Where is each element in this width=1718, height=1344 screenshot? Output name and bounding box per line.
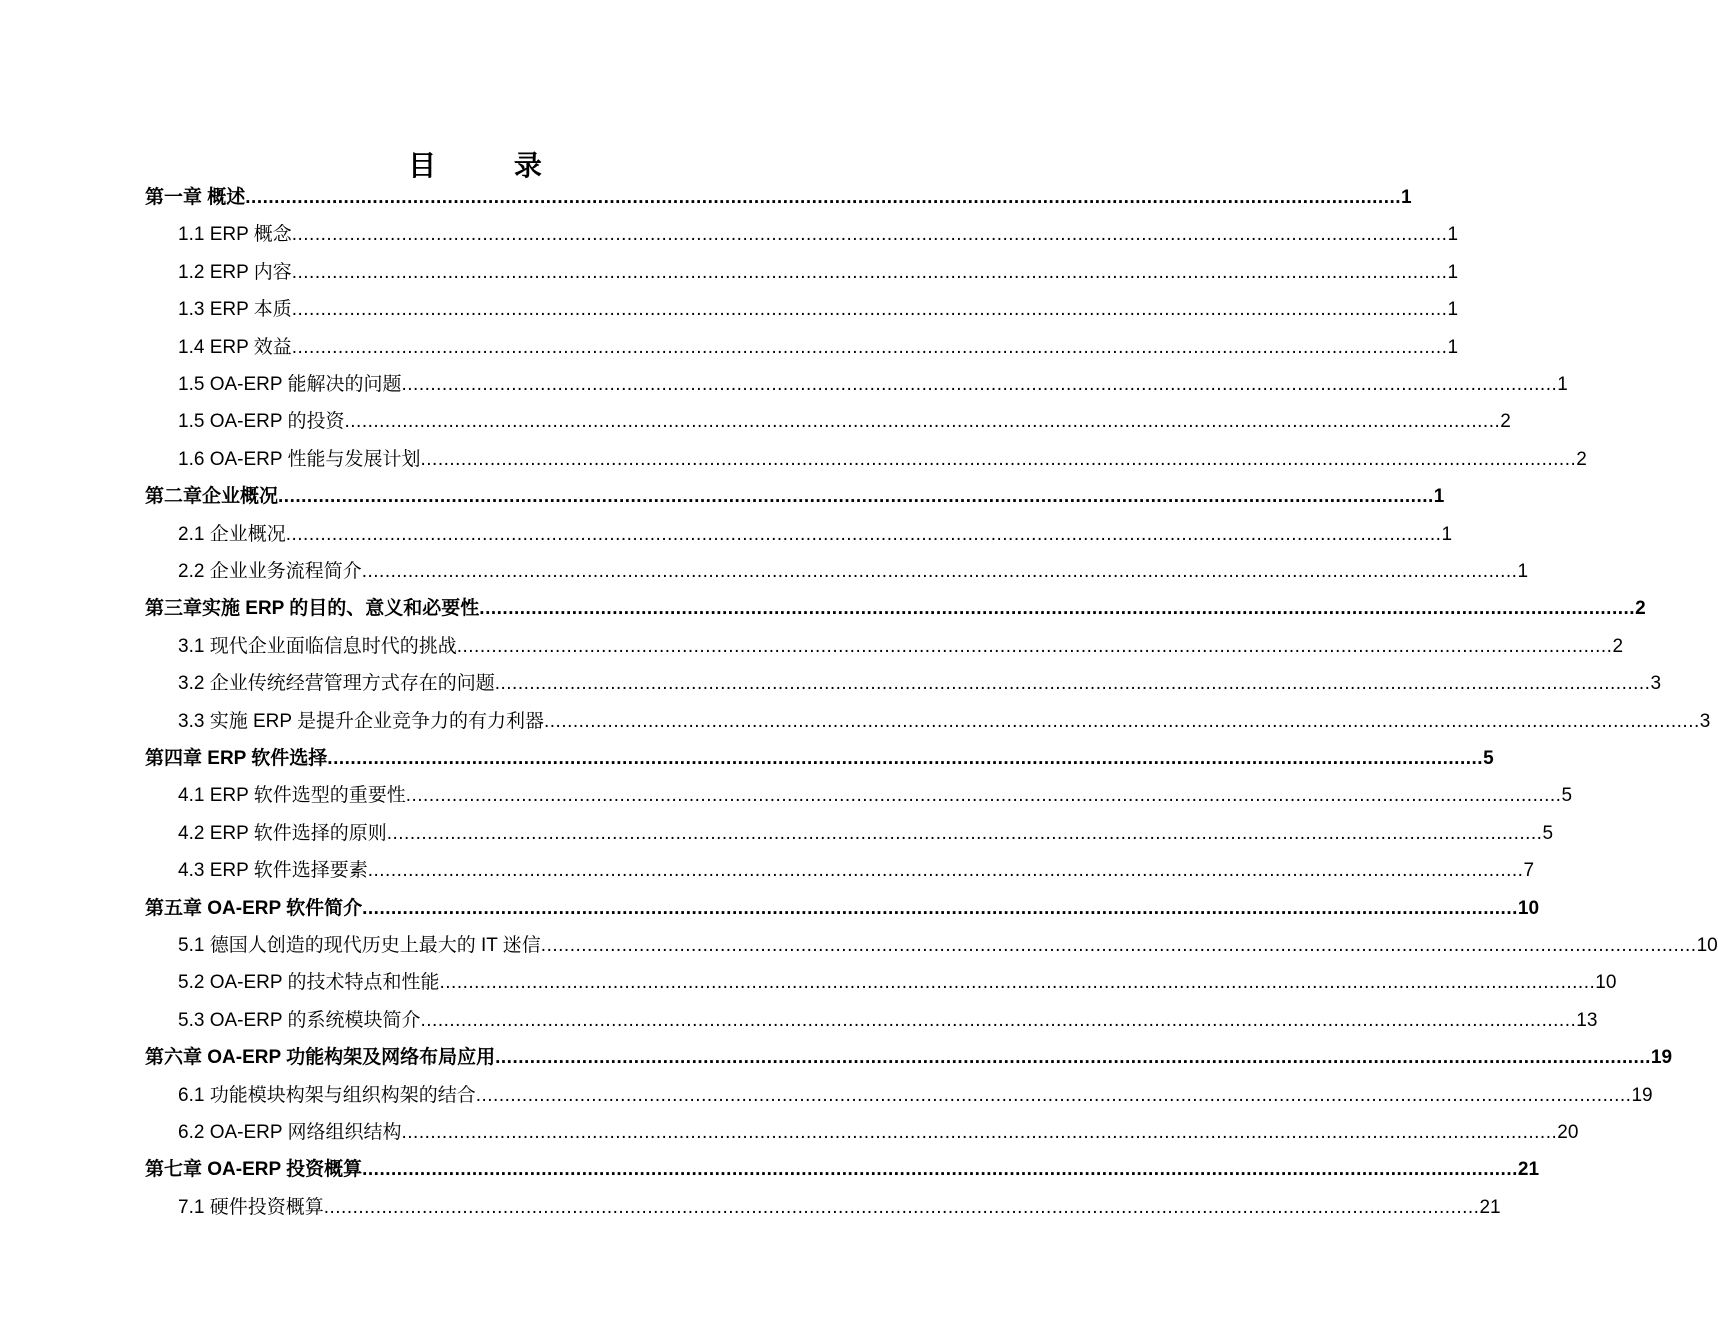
toc-dot-leader: ........................................................................................................................................................................................................ bbox=[494, 673, 1651, 695]
toc-entry-label: 1.5 OA-ERP 的投资 bbox=[178, 411, 345, 433]
toc-section-entry[interactable] bbox=[178, 554, 1529, 584]
toc-entry-label: 4.1 ERP 软件选型的重要性 bbox=[178, 785, 406, 807]
toc-dot-leader: ........................................................................................................................................................................................................ bbox=[291, 224, 1448, 246]
toc-entry-label: 第五章 OA-ERP 软件简介 bbox=[145, 897, 363, 919]
toc-entry-label: 5.3 OA-ERP 的系统模块简介 bbox=[178, 1009, 421, 1031]
toc-page-number: 2 bbox=[1612, 635, 1624, 657]
toc-section-entry[interactable] bbox=[178, 629, 1624, 659]
toc-dot-leader: ........................................................................................................................................................................................................ bbox=[344, 411, 1501, 433]
toc-dot-leader: ........................................................................................................................................................................................................ bbox=[361, 561, 1518, 582]
toc-entry-label: 4.3 ERP 软件选择要素 bbox=[178, 860, 368, 882]
toc-entry-label: 6.2 OA-ERP 网络组织结构 bbox=[178, 1122, 402, 1143]
toc-page-number: 10 bbox=[1696, 935, 1718, 956]
toc-page-number: 5 bbox=[1483, 748, 1494, 769]
toc-entry-label: 4.2 ERP 软件选择的原则 bbox=[178, 822, 387, 844]
toc-page-number: 1 bbox=[1557, 374, 1568, 395]
toc-page-number: 1 bbox=[1447, 224, 1459, 246]
toc-page-number: 21 bbox=[1517, 1159, 1540, 1181]
toc-entry-label: 第四章 ERP 软件选择 bbox=[145, 748, 328, 769]
toc-section-entry[interactable] bbox=[178, 816, 1554, 846]
toc-page-number: 20 bbox=[1557, 1122, 1579, 1143]
toc-entry-label: 第六章 OA-ERP 功能构架及网络布局应用 bbox=[145, 1047, 496, 1069]
toc-page-number: 19 bbox=[1650, 1047, 1673, 1069]
toc-entry-label: 1.2 ERP 内容 bbox=[178, 261, 292, 283]
toc-chapter-entry[interactable] bbox=[145, 891, 1540, 921]
toc-entry-label: 7.1 硬件投资概算 bbox=[178, 1196, 324, 1218]
toc-section-entry[interactable] bbox=[178, 255, 1459, 285]
toc-section-entry[interactable] bbox=[178, 853, 1535, 883]
toc-section-entry[interactable] bbox=[178, 330, 1459, 360]
toc-section-entry[interactable] bbox=[178, 517, 1453, 547]
toc-entry-label: 第二章企业概况 bbox=[145, 486, 279, 508]
toc-entry-label: 第一章 概述 bbox=[145, 187, 246, 208]
toc-entry-label: 1.5 OA-ERP 能解决的问题 bbox=[178, 374, 402, 395]
toc-section-entry[interactable] bbox=[178, 928, 1718, 958]
toc-entry-label: 1.6 OA-ERP 性能与发展计划 bbox=[178, 448, 421, 470]
toc-dot-leader: ........................................................................................................................................................................................................ bbox=[420, 448, 1577, 470]
toc-page-number: 1 bbox=[1447, 261, 1459, 283]
toc-page-number: 1 bbox=[1517, 561, 1529, 582]
toc-dot-leader: ........................................................................................................................................................................................................ bbox=[543, 710, 1700, 732]
toc-dot-leader: ........................................................................................................................................................................................................ bbox=[479, 598, 1636, 620]
toc-entry-label: 第三章实施 ERP 的目的、意义和必要性 bbox=[145, 598, 480, 620]
toc-page-number: 21 bbox=[1479, 1196, 1501, 1218]
toc-dot-leader: ........................................................................................................................................................................................................ bbox=[420, 1009, 1577, 1031]
toc-entry-label: 5.2 OA-ERP 的技术特点和性能 bbox=[178, 972, 440, 994]
toc-section-entry[interactable] bbox=[178, 704, 1711, 734]
toc-entry-label: 2.2 企业业务流程简介 bbox=[178, 561, 362, 582]
toc-page-number: 3 bbox=[1650, 673, 1662, 695]
toc-chapter-entry[interactable] bbox=[145, 1152, 1540, 1182]
toc-page-number: 2 bbox=[1576, 448, 1587, 470]
toc-section-entry[interactable] bbox=[178, 217, 1459, 247]
toc-page-number: 1 bbox=[1447, 336, 1459, 358]
toc-dot-leader: ........................................................................................................................................................................................................ bbox=[291, 299, 1448, 321]
toc-dot-leader: ........................................................................................................................................................................................................ bbox=[475, 1084, 1632, 1106]
toc-chapter-entry[interactable] bbox=[145, 1040, 1673, 1070]
toc-page-number: 2 bbox=[1500, 411, 1511, 433]
toc-dot-leader: ........................................................................................................................................................................................................ bbox=[367, 860, 1524, 882]
toc-page-number: 5 bbox=[1542, 822, 1554, 844]
toc-entry-label: 3.1 现代企业面临信息时代的挑战 bbox=[178, 635, 457, 657]
toc-dot-leader: ........................................................................................................................................................................................................ bbox=[291, 336, 1448, 358]
toc-section-entry[interactable] bbox=[178, 367, 1568, 397]
toc-page-number: 3 bbox=[1699, 710, 1711, 732]
toc-entry-label: 1.1 ERP 概念 bbox=[178, 224, 292, 246]
toc-entry-label: 3.2 企业传统经营管理方式存在的问题 bbox=[178, 673, 495, 695]
toc-dot-leader: ........................................................................................................................................................................................................ bbox=[362, 1159, 1518, 1181]
toc-chapter-entry[interactable] bbox=[145, 591, 1646, 621]
toc-page-number: 13 bbox=[1576, 1009, 1598, 1031]
toc-entry-label: 5.1 德国人创造的现代历史上最大的 IT 迷信 bbox=[178, 935, 541, 956]
toc-section-entry[interactable] bbox=[178, 965, 1617, 995]
toc-section-entry[interactable] bbox=[178, 666, 1662, 696]
toc-dot-leader: ........................................................................................................................................................................................................ bbox=[323, 1196, 1480, 1218]
toc-dot-leader: ........................................................................................................................................................................................................ bbox=[401, 374, 1558, 395]
toc-entry-label: 6.1 功能模块构架与组织构架的结合 bbox=[178, 1084, 476, 1106]
toc-section-entry[interactable] bbox=[178, 1115, 1579, 1145]
toc-section-entry[interactable] bbox=[178, 778, 1573, 808]
toc-section-entry[interactable] bbox=[178, 1003, 1598, 1033]
toc-dot-leader: ........................................................................................................................................................................................................ bbox=[291, 261, 1448, 283]
toc-page-number: 5 bbox=[1561, 785, 1573, 807]
toc-page-number: 2 bbox=[1635, 598, 1646, 620]
toc-dot-leader: ........................................................................................................................................................................................................ bbox=[327, 748, 1484, 769]
toc-dot-leader: ........................................................................................................................................................................................................ bbox=[405, 785, 1562, 807]
toc-section-entry[interactable] bbox=[178, 404, 1511, 434]
toc-dot-leader: ........................................................................................................................................................................................................ bbox=[495, 1047, 1651, 1069]
toc-dot-leader: ........................................................................................................................................................................................................ bbox=[245, 187, 1402, 208]
toc-section-entry[interactable] bbox=[178, 442, 1587, 472]
toc-dot-leader: ........................................................................................................................................................................................................ bbox=[456, 635, 1613, 657]
toc-entry-label: 1.3 ERP 本质 bbox=[178, 299, 292, 321]
toc-dot-leader: ........................................................................................................................................................................................................ bbox=[362, 897, 1518, 919]
toc-entry-label: 1.4 ERP 效益 bbox=[178, 336, 292, 358]
toc-page-number: 10 bbox=[1517, 897, 1540, 919]
toc-dot-leader: ........................................................................................................................................................................................................ bbox=[278, 486, 1434, 508]
toc-chapter-entry[interactable] bbox=[145, 741, 1494, 771]
toc-dot-leader: ........................................................................................................................................................................................................ bbox=[386, 822, 1543, 844]
toc-entry-label: 3.3 实施 ERP 是提升企业竞争力的有力利器 bbox=[178, 710, 544, 732]
toc-page-number: 1 bbox=[1447, 299, 1459, 321]
toc-page-number: 10 bbox=[1595, 972, 1617, 994]
toc-section-entry[interactable] bbox=[178, 1078, 1653, 1108]
page-title: 目 录 bbox=[408, 149, 576, 182]
toc-section-entry[interactable] bbox=[178, 1190, 1501, 1220]
toc-page-number: 1 bbox=[1441, 523, 1453, 545]
toc-section-entry[interactable] bbox=[178, 292, 1459, 322]
toc-dot-leader: ........................................................................................................................................................................................................ bbox=[439, 972, 1596, 994]
toc-dot-leader: ........................................................................................................................................................................................................ bbox=[540, 935, 1697, 956]
toc-chapter-entry[interactable] bbox=[145, 180, 1412, 210]
toc-page-number: 1 bbox=[1433, 486, 1445, 508]
toc-dot-leader: ........................................................................................................................................................................................................ bbox=[401, 1122, 1558, 1143]
toc-chapter-entry[interactable] bbox=[145, 479, 1445, 509]
toc-page-number: 7 bbox=[1523, 860, 1535, 882]
toc-entry-label: 2.1 企业概况 bbox=[178, 523, 286, 545]
toc-dot-leader: ........................................................................................................................................................................................................ bbox=[285, 523, 1442, 545]
toc-entry-label: 第七章 OA-ERP 投资概算 bbox=[145, 1159, 363, 1181]
toc-page-number: 1 bbox=[1401, 187, 1412, 208]
toc-page-number: 19 bbox=[1631, 1084, 1653, 1106]
